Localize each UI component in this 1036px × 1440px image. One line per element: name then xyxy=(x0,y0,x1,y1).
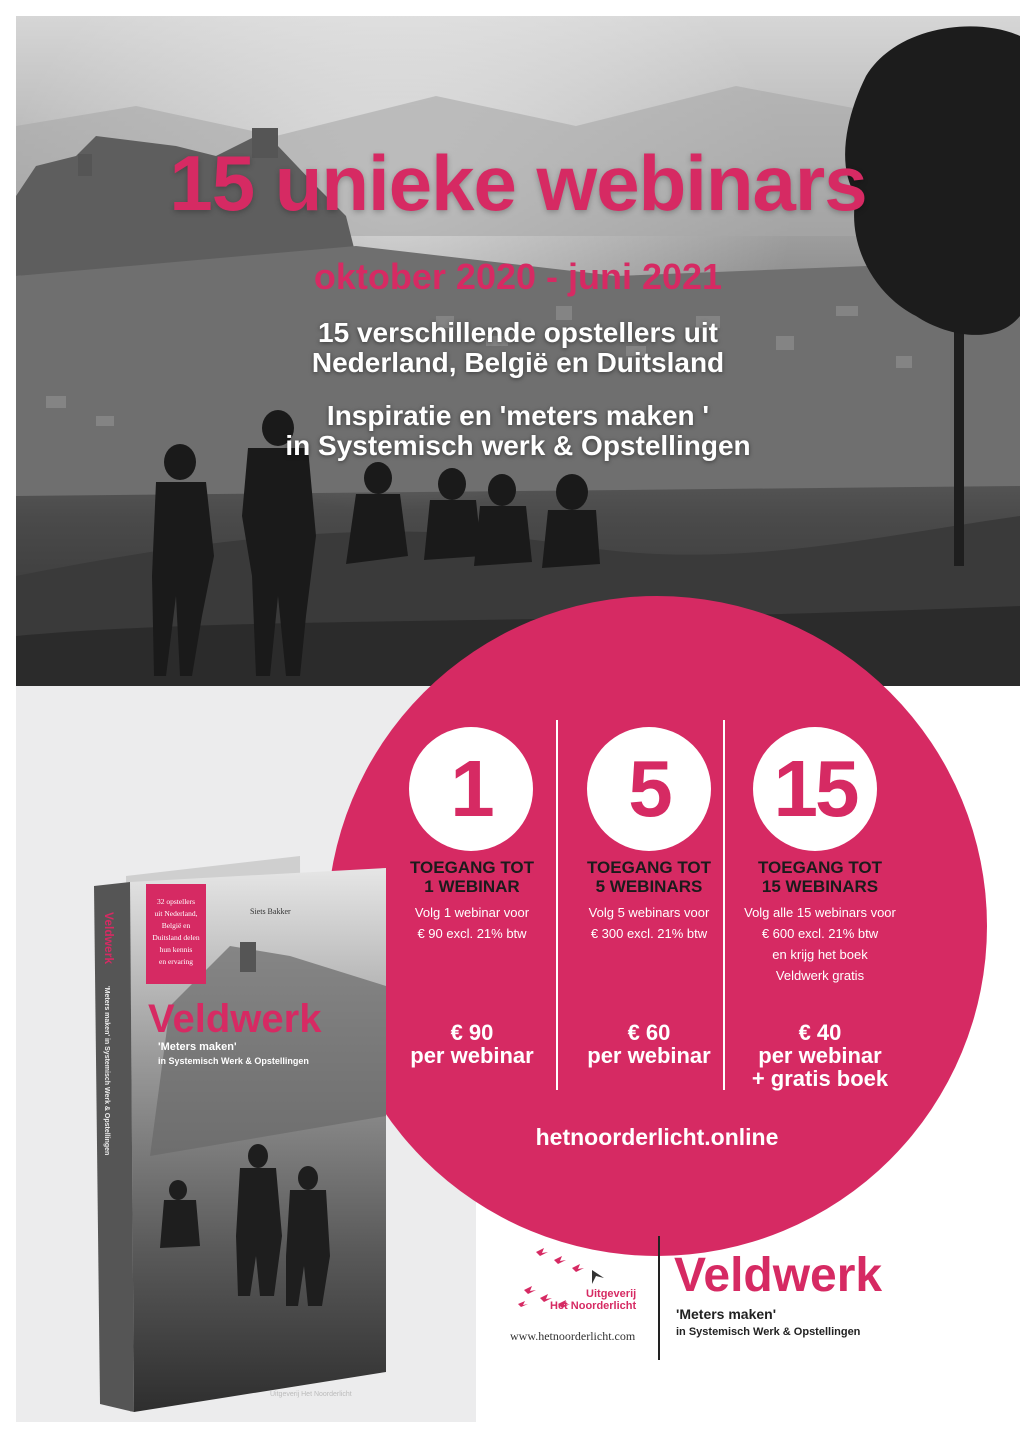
brand-subtitle-2: in Systemisch Werk & Opstellingen xyxy=(676,1326,861,1338)
brand-footer xyxy=(500,1236,920,1366)
price-line: per webinar xyxy=(410,1043,534,1068)
offer-1-number-badge: 1 xyxy=(409,727,533,851)
offer-15-description xyxy=(735,902,905,986)
publisher-line: Uitgeverij xyxy=(586,1288,637,1300)
book-spine-title: Veldwerk xyxy=(102,912,116,965)
offer-5-access xyxy=(564,858,734,896)
hero-dates: oktober 2020 - juni 2021 xyxy=(313,256,723,297)
access-line: TOEGANG TOT xyxy=(586,858,712,877)
offer-1-access xyxy=(387,858,557,896)
hero-subtitle-topic xyxy=(16,401,1020,461)
subtitle-line: in Systemisch werk & Opstellingen xyxy=(285,430,751,461)
hero-subtitle-speakers xyxy=(16,318,1020,378)
subtitle-line: 15 verschillende opstellers uit xyxy=(318,317,718,348)
book-subtitle-2: in Systemisch Werk & Opstellingen xyxy=(158,1056,309,1066)
webinar-url-link[interactable]: hetnoorderlicht.online xyxy=(535,1124,779,1150)
access-line: 5 WEBINARS xyxy=(595,877,703,896)
price-line: per webinar xyxy=(758,1043,882,1068)
hero-photo-banner xyxy=(16,16,1020,686)
book-sticker-line: België en xyxy=(161,921,191,930)
offer-15-price xyxy=(735,1021,905,1090)
book-sticker-line: en ervaring xyxy=(159,957,193,966)
price-line: + gratis boek xyxy=(751,1066,889,1091)
brand-title: Veldwerk xyxy=(674,1249,883,1302)
offer-1-price xyxy=(387,1021,557,1067)
price-line: € 40 xyxy=(798,1020,842,1045)
book-spine-subtitle: 'Meters maken' in Systemisch Werk & Opstellingen xyxy=(103,986,110,1156)
desc-line: Veldwerk gratis xyxy=(775,968,865,983)
price-line: per webinar xyxy=(587,1043,711,1068)
desc-line: en krijg het boek xyxy=(772,947,868,962)
book-author: Siets Bakker xyxy=(250,907,291,916)
book-sticker-line: 32 opstellers xyxy=(156,897,196,906)
access-line: TOEGANG TOT xyxy=(757,858,883,877)
pricing-circle xyxy=(327,596,987,1256)
book-sticker-line: uit Nederland, xyxy=(154,909,198,918)
book-publisher: Uitgeverij Het Noorderlicht xyxy=(270,1391,352,1398)
desc-line: € 600 excl. 21% btw xyxy=(761,926,879,941)
book-subtitle-1: 'Meters maken' xyxy=(158,1041,237,1053)
offer-15-access xyxy=(735,858,905,896)
hero-title: 15 unieke webinars xyxy=(169,139,867,227)
subtitle-line: Nederland, België en Duitsland xyxy=(311,347,725,378)
desc-line: Volg 5 webinars voor xyxy=(588,905,710,920)
publisher-website-link[interactable]: www.hetnoorderlicht.com xyxy=(510,1329,636,1343)
publisher-line: Het Noorderlicht xyxy=(550,1300,637,1312)
brand-divider xyxy=(658,1236,660,1360)
desc-line: € 90 excl. 21% btw xyxy=(417,926,527,941)
offer-5-price xyxy=(564,1021,734,1067)
column-divider xyxy=(556,720,558,1090)
subtitle-line: Inspiratie en 'meters maken ' xyxy=(326,400,710,431)
access-line: 15 WEBINARS xyxy=(761,877,879,896)
book-sticker-line: Duitsland delen xyxy=(152,933,200,942)
access-line: 1 WEBINAR xyxy=(424,877,520,896)
book-cover-illustration xyxy=(90,856,390,1416)
offer-5-number-badge: 5 xyxy=(587,727,711,851)
book-sticker-line: hun kennis xyxy=(159,945,193,954)
desc-line: Volg alle 15 webinars voor xyxy=(744,905,896,920)
book-title: Veldwerk xyxy=(148,997,322,1041)
price-line: € 90 xyxy=(450,1020,494,1045)
offer-15-number-badge: 15 xyxy=(753,727,877,851)
desc-line: € 300 excl. 21% btw xyxy=(590,926,708,941)
offer-1-description xyxy=(387,902,557,944)
desc-line: Volg 1 webinar voor xyxy=(414,905,530,920)
publisher-name xyxy=(550,1288,636,1312)
price-line: € 60 xyxy=(627,1020,671,1045)
brand-subtitle-1: 'Meters maken' xyxy=(676,1306,777,1322)
column-divider xyxy=(723,720,725,1090)
access-line: TOEGANG TOT xyxy=(409,858,535,877)
offer-5-description xyxy=(564,902,734,944)
